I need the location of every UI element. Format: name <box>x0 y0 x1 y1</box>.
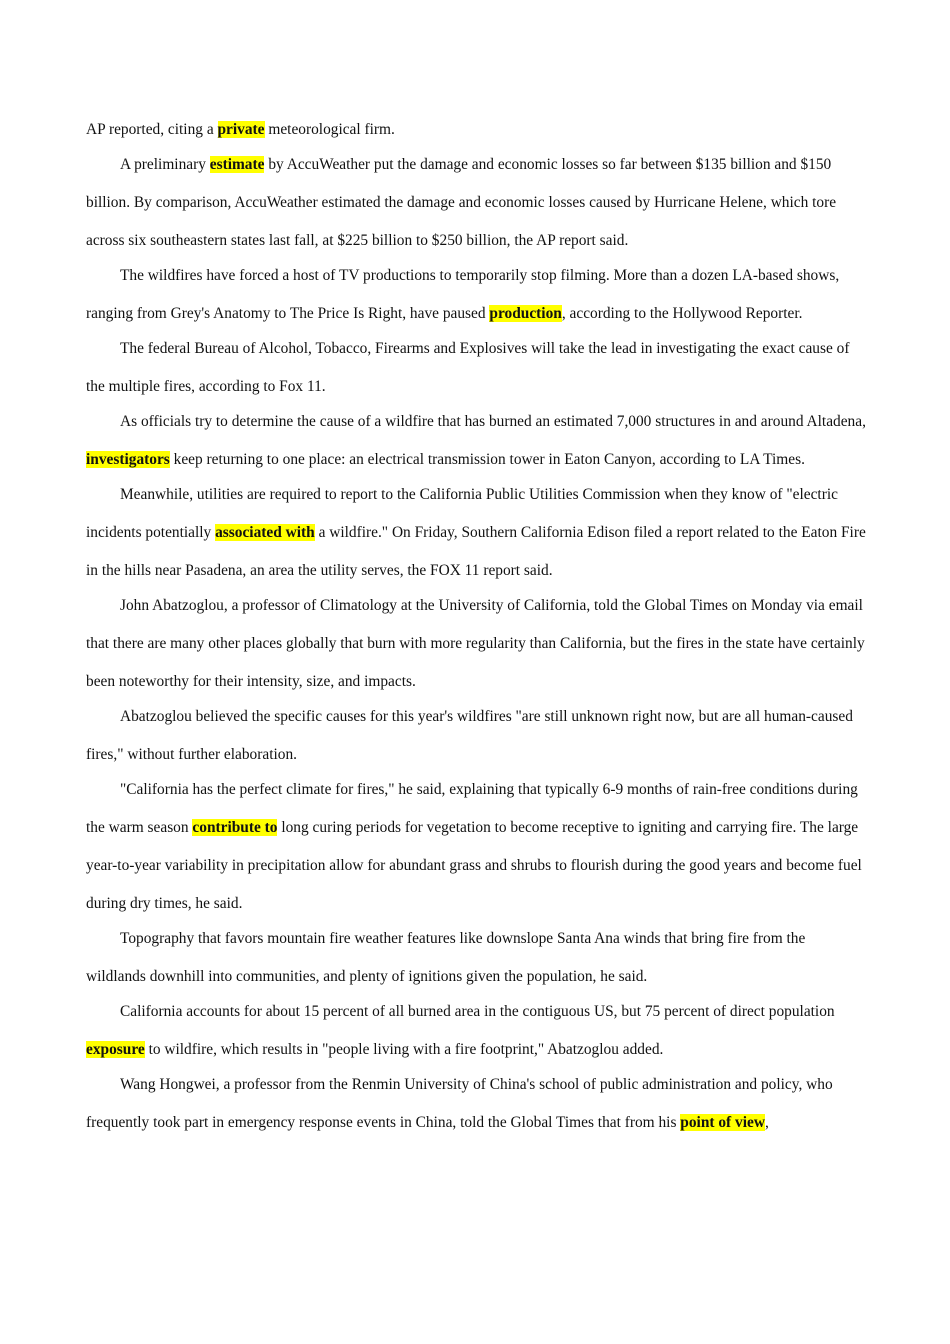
paragraph-text: Meanwhile, utilities are required to report to the California Public Utilities Commission when they know of "electric incidents potentially <box>86 486 838 541</box>
highlighted-term: investigators <box>86 451 170 468</box>
paragraph-text: Topography that favors mountain fire weather features like downslope Santa Ana winds that bring fire from the wildlands downhill into communities, and plenty of ignitions given the population, he said. <box>86 930 806 985</box>
paragraph-text: AP reported, citing a <box>86 121 218 138</box>
paragraph-text: to wildfire, which results in "people living with a fire footprint," Abatzoglou added. <box>144 1041 664 1058</box>
paragraph-text: keep returning to one place: an electrical transmission tower in Eaton Canyon, according to LA Times. <box>169 451 805 468</box>
paragraph <box>86 698 866 774</box>
paragraph <box>86 587 866 701</box>
paragraph <box>86 330 866 406</box>
paragraph <box>86 1066 866 1142</box>
highlighted-term: exposure <box>86 1041 145 1058</box>
paragraph <box>86 257 866 333</box>
paragraph <box>86 920 866 996</box>
highlighted-term: private <box>217 121 265 138</box>
paragraph-text: , according to the Hollywood Reporter. <box>561 305 803 322</box>
paragraph <box>86 993 866 1069</box>
paragraph-text: long curing periods for vegetation to become receptive to igniting and carrying fire. The large year-to-year variability in precipitation allow for abundant grass and shrubs to flourish during the good years and become fuel during dry times, he said. <box>86 819 862 912</box>
paragraph <box>86 146 866 260</box>
paragraph <box>86 476 866 590</box>
paragraph-text: The federal Bureau of Alcohol, Tobacco, Firearms and Explosives will take the lead in investigating the exact cause of the multiple fires, according to Fox 11. <box>86 340 850 395</box>
paragraph <box>86 771 866 923</box>
paragraph <box>86 403 866 479</box>
paragraph-text: The wildfires have forced a host of TV productions to temporarily stop filming. More than a dozen LA-based shows, ranging from Grey's Anatomy to The Price Is Right, have paused <box>86 267 840 322</box>
paragraph-text: As officials try to determine the cause of a wildfire that has burned an estimated 7,000 structures in and around Altadena, <box>120 413 866 430</box>
paragraph-text: a wildfire." On Friday, Southern California Edison filed a report related to the Eaton Fire in the hills near Pasadena, an area the utility serves, the FOX 11 report said. <box>86 524 866 579</box>
highlighted-term: contribute to <box>192 819 278 836</box>
paragraph-text: by AccuWeather put the damage and economic losses so far between $135 billion and $150 billion. By comparison, AccuWeather estimated the damage and economic losses caused by Hurricane Helene, which tore across six southeastern states last fall, at $225 billion to $250 billion, the AP report said. <box>86 156 837 249</box>
paragraph-text: "California has the perfect climate for fires," he said, explaining that typically 6-9 months of rain-free conditions during the warm season <box>86 781 858 836</box>
paragraph-text: Wang Hongwei, a professor from the Renmin University of China's school of public administration and policy, who frequently took part in emergency response events in China, told the Global Times that from his <box>86 1076 833 1131</box>
paragraph-text: , <box>764 1114 769 1131</box>
highlighted-term: estimate <box>209 156 265 173</box>
paragraph-text: John Abatzoglou, a professor of Climatology at the University of California, told the Global Times on Monday via email that there are many other places globally that burn with more regularity than California, but the fires in the state have certainly been noteworthy for their intensity, size, and impacts. <box>86 597 865 690</box>
highlighted-term: associated with <box>215 524 315 541</box>
document-page <box>86 111 866 1142</box>
paragraph-text: Abatzoglou believed the specific causes for this year's wildfires "are still unknown right now, but are all human-caused fires," without further elaboration. <box>86 708 853 763</box>
highlighted-term: production <box>489 305 562 322</box>
paragraph-text: A preliminary <box>120 156 210 173</box>
paragraph-text: meteorological firm. <box>264 121 395 138</box>
paragraph <box>86 111 866 149</box>
highlighted-term: point of view <box>680 1114 765 1131</box>
paragraph-text: California accounts for about 15 percent of all burned area in the contiguous US, but 75 percent of direct population <box>120 1003 835 1020</box>
